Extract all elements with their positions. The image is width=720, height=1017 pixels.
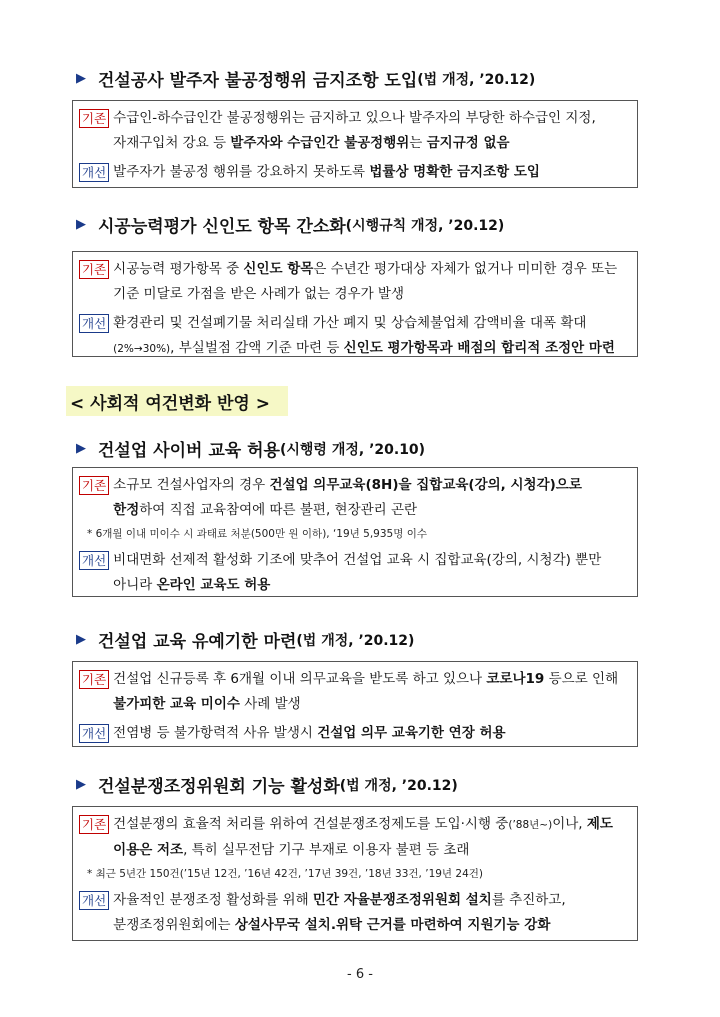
after-text: [113, 548, 629, 598]
before-row: [79, 667, 629, 717]
triangle-bullet-icon: ▶: [76, 441, 86, 456]
item-1-heading: [76, 66, 535, 91]
after-tag: 개선: [79, 551, 109, 570]
emphasis-text: 신인도 평가항목과 배점의 합리적 조정안 마련: [343, 340, 615, 356]
item-note: (법 개정, ’20.12): [339, 777, 458, 794]
after-row: [79, 548, 629, 598]
emphasis-text: 발주자와 수급인간 불공정행위: [230, 135, 410, 151]
before-row: [79, 473, 629, 523]
after-text: [113, 160, 629, 185]
page-number: - 6 -: [347, 967, 373, 982]
body-text: 는: [409, 135, 427, 151]
before-text: [113, 106, 629, 156]
before-text: [113, 812, 629, 863]
item-title: 건설업 교육 유예기한 마련: [98, 632, 297, 652]
item-5-heading: [76, 772, 458, 797]
item-title: 시공능력평가 신인도 항목 간소화: [98, 217, 346, 237]
before-tag: 기존: [79, 260, 109, 279]
item-3-box: [72, 467, 638, 597]
item-1-box: [72, 100, 638, 188]
emphasis-text: 금지규정 없음: [426, 135, 510, 151]
section-title: < 사회적 여건변화 반영 >: [66, 386, 288, 416]
triangle-bullet-icon: ▶: [76, 71, 86, 86]
footnote: * 최근 5년간 150건(’15년 12건, ’16년 42건, ’17년 39건, ’18년 33건, ’19년 24건): [87, 868, 484, 880]
after-tag: 개선: [79, 314, 109, 333]
body-text: 하여 직접 교육참여에 따른 불편, 현장관리 곤란: [139, 502, 418, 518]
after-tag: 개선: [79, 163, 109, 182]
emphasis-text: 상설사무국 설치.위탁 근거를 마련하여 지원기능 강화: [234, 917, 551, 933]
emphasis-text: 건설업 의무교육(8H)을 집합교육(강의, 시청각)으로 한정: [113, 477, 582, 518]
body-text: 를 추진하고, 분쟁조정위원회에는: [113, 892, 566, 933]
after-text: [113, 311, 629, 362]
body-text: 건설분쟁의 효율적 처리를 위하여 건설분쟁조정제도를 도입·시행 중: [113, 816, 509, 832]
item-note: (시행규칙 개정, ’20.12): [345, 217, 505, 234]
before-row: [79, 812, 629, 863]
after-text: [113, 721, 629, 746]
body-text: 소규모 건설사업자의 경우: [113, 477, 270, 493]
item-2-box: [72, 251, 638, 357]
body-text: 건설업 신규등록 후 6개월 이내 의무교육을 받도록 하고 있으나: [113, 671, 487, 687]
item-title: 건설업 사이버 교육 허용: [98, 441, 280, 461]
item-4-heading: [76, 627, 414, 652]
body-text: 사례 발생: [239, 696, 301, 712]
before-text: [113, 257, 629, 307]
after-row: [79, 160, 629, 185]
item-4-box: [72, 661, 638, 747]
before-tag: 기존: [79, 815, 109, 834]
body-text: , 특히 실무전담 기구 부재로 이용자 불편 등 초래: [183, 842, 470, 858]
triangle-bullet-icon: ▶: [76, 632, 86, 647]
before-row: [79, 257, 629, 307]
emphasis-text: 제도 이용은 저조: [113, 816, 613, 858]
after-tag: 개선: [79, 891, 109, 910]
emphasis-text: 민간 자율분쟁조정위원회 설치: [312, 892, 492, 908]
body-text: 등으로 인해: [544, 671, 619, 687]
item-5-box: [72, 806, 638, 941]
before-text: [113, 473, 629, 523]
after-row: [79, 721, 629, 746]
after-text: [113, 888, 629, 938]
triangle-bullet-icon: ▶: [76, 217, 86, 232]
after-tag: 개선: [79, 724, 109, 743]
body-text: 이나,: [552, 816, 587, 832]
item-3-heading: [76, 436, 425, 461]
before-row: [79, 106, 629, 156]
item-note: (시행령 개정, ’20.10): [279, 441, 426, 458]
triangle-bullet-icon: ▶: [76, 777, 86, 792]
emphasis-text: 불가피한 교육 미이수: [113, 696, 240, 712]
body-text: 환경관리 및 건설폐기물 처리실태 가산 폐지 및 상습체불업체 감액비율 대폭 확대: [113, 315, 587, 331]
item-note: (법 개정, ’20.12): [296, 632, 415, 649]
emphasis-text: 법률상 명확한 금지조항 도입: [369, 164, 540, 180]
emphasis-text: 코로나19: [486, 671, 545, 687]
item-2-heading: [76, 212, 504, 237]
emphasis-text: 온라인 교육도 허용: [156, 577, 271, 593]
body-text: 수급인-하수급인간 불공정행위는 금지하고 있으나 발주자의 부당한 하수급인 지정, 자재구입처 강요 등: [113, 110, 596, 151]
body-text: 전염병 등 불가항력적 사유 발생시: [113, 725, 318, 741]
before-tag: 기존: [79, 109, 109, 128]
body-text: , 부실벌점 감액 기준 마련 등: [170, 340, 344, 356]
body-text: 은 수년간 평가대상 자체가 없거나 미미한 경우 또는 기준 미달로 가점을 받은 사례가 없는 경우가 발생: [113, 261, 618, 302]
item-note: (법 개정, ’20.12): [417, 71, 536, 88]
body-text: (2%→30%): [113, 343, 171, 355]
emphasis-text: 신인도 항목: [243, 261, 314, 277]
before-tag: 기존: [79, 670, 109, 689]
after-row: [79, 311, 629, 362]
after-row: [79, 888, 629, 938]
emphasis-text: 건설업 의무 교육기한 연장 허용: [317, 725, 506, 741]
body-text: 시공능력 평가항목 중: [113, 261, 244, 277]
footnote: * 6개월 이내 미이수 시 과태료 처분(500만 원 이하), ‘19년 5,935명 이수: [87, 528, 427, 540]
item-title: 건설분쟁조정위원회 기능 활성화: [98, 777, 340, 797]
body-text: 발주자가 불공정 행위를 강요하지 못하도록: [113, 164, 370, 180]
item-title: 건설공사 발주자 불공정행위 금지조항 도입: [98, 71, 418, 91]
before-tag: 기존: [79, 476, 109, 495]
before-text: [113, 667, 629, 717]
body-text: 자율적인 분쟁조정 활성화를 위해: [113, 892, 313, 908]
body-text: 비대면화 선제적 활성화 기조에 맞추어 건설업 교육 시 집합교육(강의, 시청각) 뿐만 아니라: [113, 552, 602, 593]
body-text: (’88년~): [508, 819, 553, 831]
